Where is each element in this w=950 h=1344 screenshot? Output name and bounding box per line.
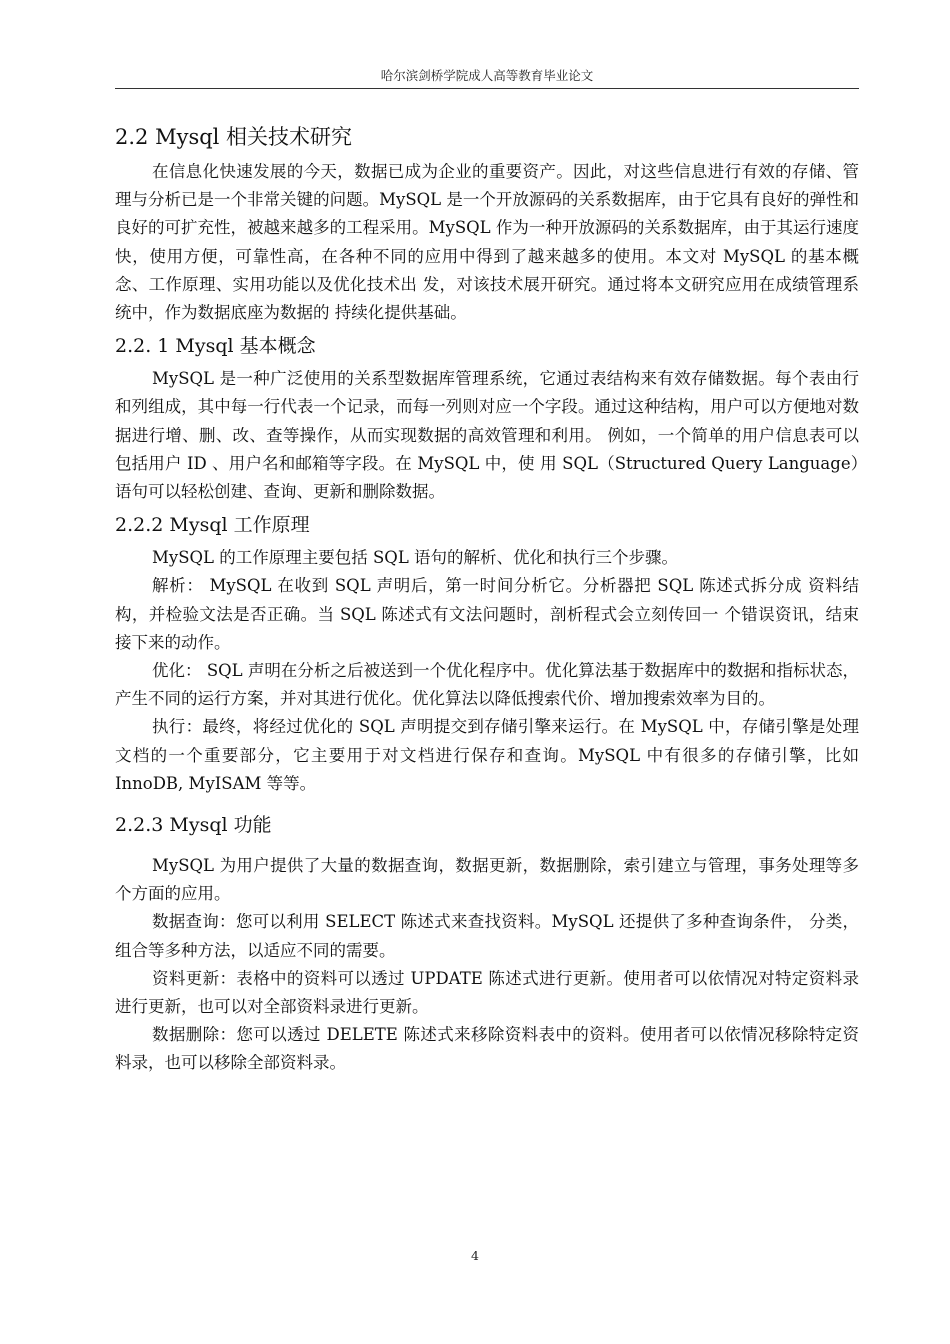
paragraph: 资料更新：表格中的资料可以透过 UPDATE 陈述式进行更新。使用者可以依情况对特定资料录进行更新，也可以对全部资料录进行更新。 — [115, 968, 859, 1017]
document-body — [115, 118, 859, 1078]
page-number: 4 — [471, 1248, 479, 1263]
paragraph: 数据删除：您可以透过 DELETE 陈述式来移除资料表中的资料。使用者可以依情况移除特定资料录，也可以移除全部资料录。 — [115, 1025, 859, 1073]
section-heading-2-2: 2.2 Mysql 相关技术研究 — [115, 125, 353, 149]
paragraph: MySQL 的工作原理主要包括 SQL 语句的解析、优化和执行三个步骤。 — [152, 548, 679, 568]
section-heading-2-2-3: 2.2.3 Mysql 功能 — [115, 814, 272, 837]
paragraph: 数据查询：您可以利用 SELECT 陈述式来查找资料。MySQL 还提供了多种查询条件， 分类，组合等多种方法，以适应不同的需要。 — [115, 912, 859, 960]
header-divider — [115, 88, 859, 89]
paragraph: 在信息化快速发展的今天，数据已成为企业的重要资产。因此，对这些信息进行有效的存储、管理与分析已是一个非常关键的问题。MySQL 是一个开放源码的关系数据库，由于它具有良好的弹性和良好的可扩充性，被越来越多的工程采用。MySQL 作为一种开放源码的关系数据库，由于其运行速度快，使用方便，可靠性高，在各种不同的应用中得到了越来越多的使用。本文对 MySQL 的基本概念、工作原理、实用功能以及优化技术出 发，对该技术展开研究。通过将本文研究应用在成绩管理系统中，作为数据底座为数据的 持续化提供基础。 — [115, 162, 859, 323]
paragraph: 优化： SQL 声明在分析之后被送到一个优化程序中。优化算法基于数据库中的数据和指标状态，产生不同的运行方案，并对其进行优化。优化算法以降低搜索代价、增加搜索效率为目的。 — [115, 661, 859, 709]
paragraph: MySQL 是一种广泛使用的关系型数据库管理系统，它通过表结构来有效存储数据。每个表由行和列组成，其中每一行代表一个记录，而每一列则对应一个字段。通过这种结构，用户可以方便地对数据进行增、删、改、查等操作，从而实现数据的高效管理和利用。 例如，一个简单的用户信息表可以包括用户 ID 、用户名和邮箱等字段。在 MySQL 中，使 用 SQL（Structured Query Language）语句可以轻松创建、查询、更新和删除数据。 — [115, 369, 859, 502]
section-heading-2-2-1: 2.2. 1 Mysql 基本概念 — [115, 335, 316, 358]
paragraph: 解析： MySQL 在收到 SQL 声明后，第一时间分析它。分析器把 SQL 陈述式拆分成 资料结构，并检验文法是否正确。当 SQL 陈述式有文法问题时，剖析程式会立刻传回一 个错误资讯，结束接下来的动作。 — [115, 576, 859, 652]
paragraph: 执行：最终，将经过优化的 SQL 声明提交到存储引擎来运行。在 MySQL 中，存储引擎是处理文档的一个重要部分，它主要用于对文档进行保存和查询。MySQL 中有很多的存储引擎，比如 InnoDB, MyISAM 等等。 — [115, 717, 859, 793]
page-header: 哈尔滨剑桥学院成人高等教育毕业论文 — [380, 68, 594, 83]
section-heading-2-2-2: 2.2.2 Mysql 工作原理 — [115, 514, 310, 537]
paragraph: MySQL 为用户提供了大量的数据查询，数据更新，数据删除，索引建立与管理，事务处理等多个方面的应用。 — [115, 856, 859, 904]
